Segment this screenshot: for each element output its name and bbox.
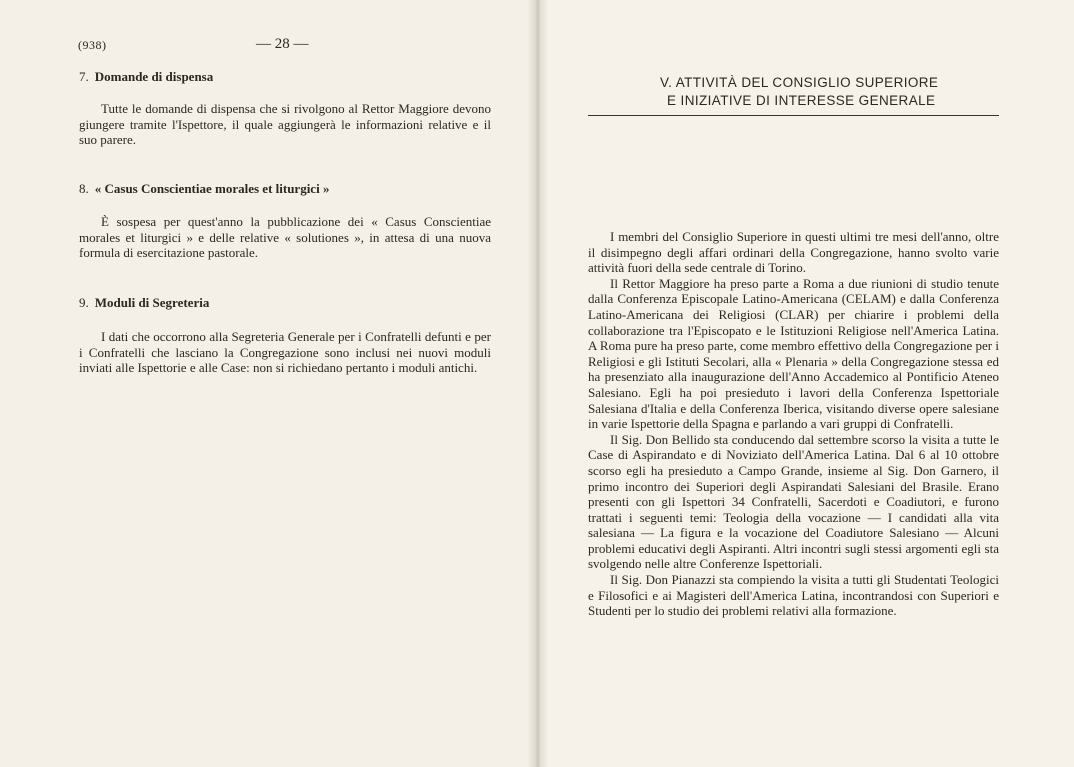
section-number: 9. — [79, 295, 89, 310]
heading-rule — [588, 115, 999, 116]
section-7-paragraph: Tutte le domande di dispensa che si rivolgono al Rettor Maggiore devono giungere tramite l'Ispettore, il quale aggiungerà le informazioni relative e il suo parere. — [79, 101, 491, 147]
right-page-body — [588, 229, 999, 619]
body-paragraph: Il Sig. Don Bellido sta conducendo dal settembre scorso la visita a tutte le Case di Aspirandato e di Noviziato dell'America Latina. Dal 6 al 10 ottobre scorso egli ha presieduto a Campo Grande, insieme al Sig. Don Garnero, il primo incontro dei Superiori degli Aspirandati Salesiani del Brasile. Erano presenti con gli Ispettori 34 Confratelli, Sacerdoti e Coadiutori, e furono trattati i seguenti temi: Teologia della vocazione — I candidati alla vita salesiana — La figura e la vocazione del Coadiutore Salesiano — Alcuni problemi educativi degli Aspiranti. Altri incontri sugli stessi argomenti egli sta svolgendo nelle altre Conferenze Ispettoriali. — [588, 431, 999, 572]
chapter-heading-line-1: V. ATTIVITÀ DEL CONSIGLIO SUPERIORE — [660, 75, 939, 90]
section-9-title — [79, 295, 209, 311]
section-heading: « Casus Conscientiae morales et liturgici » — [94, 181, 330, 196]
left-page-header — [78, 38, 498, 56]
body-paragraph: Il Rettor Maggiore ha preso parte a Roma a due riunioni di studio tenute dalla Conferenza Episcopale Latino-Americana (CELAM) e dalla Conferenza Latino-Americana dei Religiosi (CLAR) per chiarire i problemi della collaborazione tra l'Episcopato e le Istituzioni Religiose nell'America Latina. A Roma pure ha preso parte, come membro effettivo della Congregazione per i Religiosi e gli Istituti Secolari, alla « Plenaria » della Congregazione stessa ed ha presenziato alla inaugurazione dell'Anno Accademico al Pontificio Ateneo Salesiano. Egli ha poi presieduto i lavori della Conferenza Ispettoriale Salesiana d'Italia e della Conferenza Iberica, visitando diverse opere salesiane in varie Ispettorie della Spagna e parlando a vari gruppi di Confratelli. — [588, 275, 999, 432]
folio-code: (938) — [78, 38, 107, 52]
section-8-title — [79, 181, 329, 197]
body-paragraph: I membri del Consiglio Superiore in questi ultimi tre mesi dell'anno, oltre il disimpegno degli affari ordinari della Congregazione, hanno svolto varie attività fuori della sede centrale di Torino. — [588, 229, 999, 276]
book-gutter — [527, 0, 549, 767]
section-8-paragraph: È sospesa per quest'anno la pubblicazione dei « Casus Conscientiae morales et liturgici » e delle relative « solutiones », in attesa di una nuova formula di esercitazione pastorale. — [79, 214, 491, 260]
chapter-heading — [660, 74, 1000, 110]
body-paragraph: Il Sig. Don Pianazzi sta compiendo la visita a tutti gli Studentati Teologici e Filosofici e ai Magisteri dell'America Latina, incontrandosi con Superiori e Studenti per lo studio dei problemi relativi alla formazione. — [588, 572, 999, 619]
section-number: 7. — [79, 69, 89, 84]
chapter-heading-line-2: E INIZIATIVE DI INTERESSE GENERALE — [667, 93, 936, 108]
section-number: 8. — [79, 181, 89, 196]
section-9-paragraph: I dati che occorrono alla Segreteria Generale per i Confratelli defunti e per i Confratelli che lasciano la Congregazione sono inclusi nei nuovi moduli inviati alle Ispettorie e alle Case: non si richiedano pertanto i moduli antichi. — [79, 329, 491, 375]
section-heading: Moduli di Segreteria — [94, 295, 210, 310]
section-7-title — [79, 69, 213, 85]
section-heading: Domande di dispensa — [94, 69, 214, 84]
page-number: — 28 — — [256, 36, 309, 52]
